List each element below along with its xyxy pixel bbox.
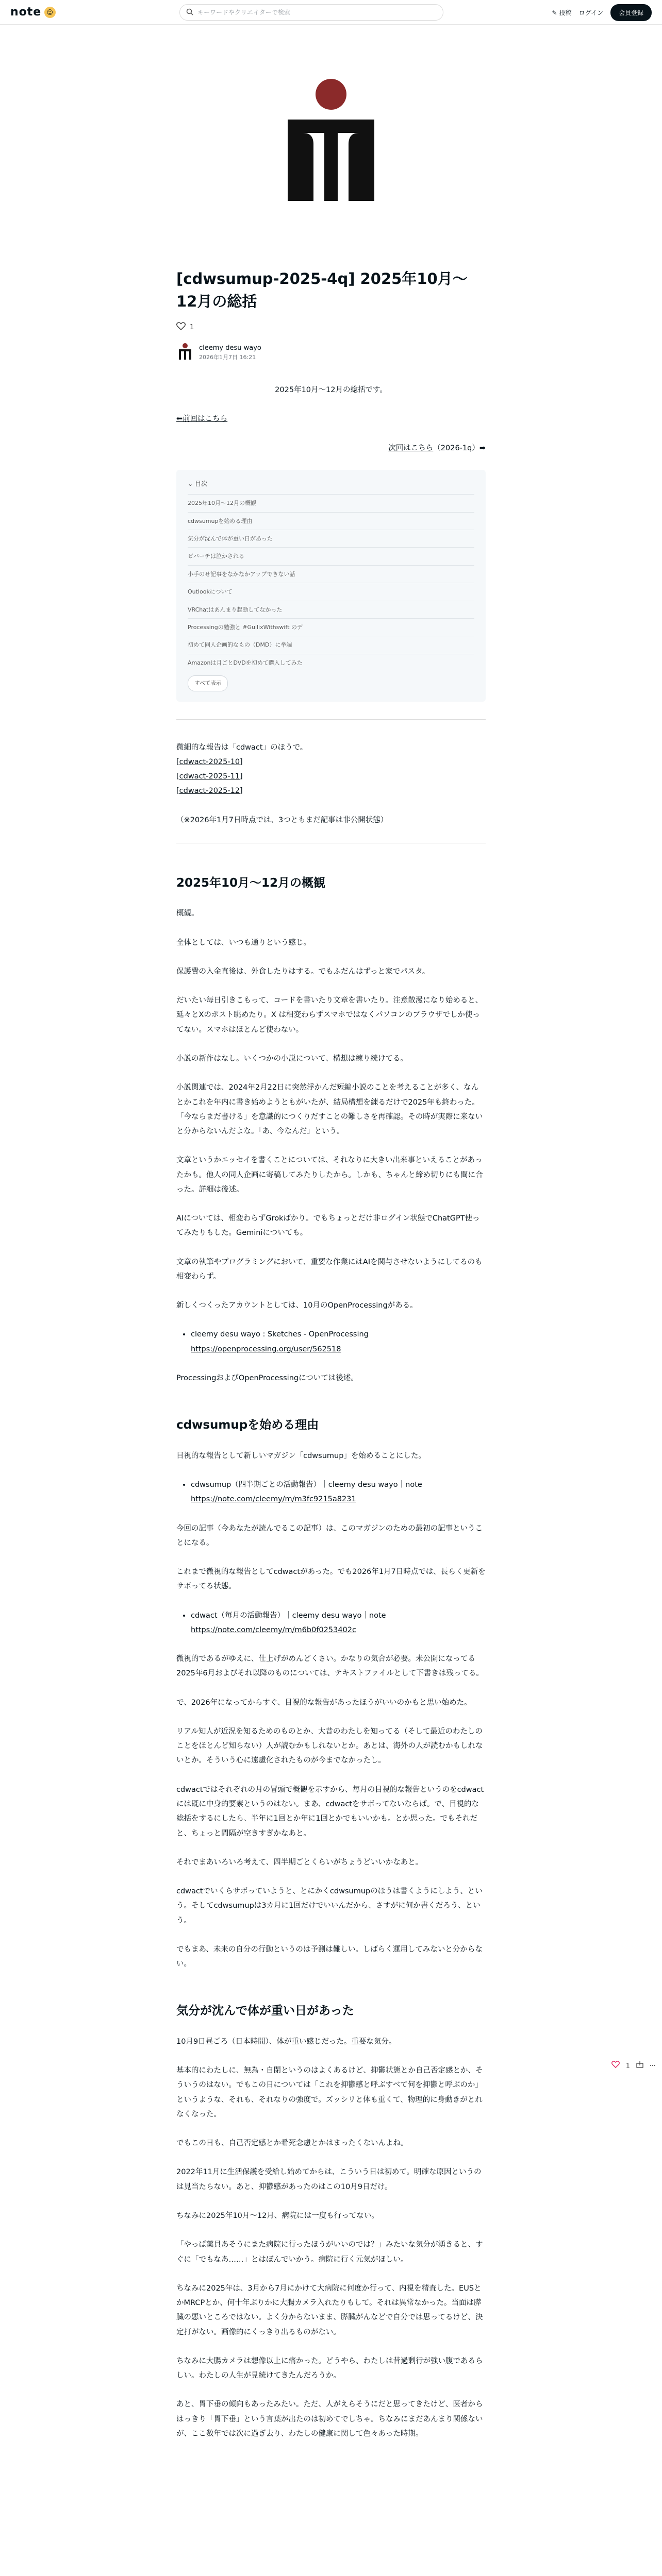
bullet-list (176, 1608, 486, 1638)
article (176, 268, 486, 2455)
paragraph: 微視的であるがゆえに、仕上げがめんどくさい。かなりの気合が必要。未公開になってる2025年6月およびそれ以降のものについては、テキストファイルとして下書きは残ってる。 (176, 1655, 484, 1678)
login-button[interactable]: ログイン (578, 9, 603, 16)
floating-heart-icon[interactable] (611, 2061, 620, 2070)
heading-reason: cdwsumupを始める理由 (176, 1418, 319, 1432)
cdwsumup-magazine-title: cdwsumup（四半期ごとの活動報告）｜cleemy desu wayo｜note (191, 1481, 422, 1489)
note-logo[interactable] (10, 6, 56, 19)
list-item (191, 1608, 486, 1638)
public-status-note: （※2026年1月7日時点では、3つともまだ記事は非公開状態） (176, 816, 388, 824)
toc-show-all-button[interactable]: すべて表示 (188, 675, 228, 691)
author-name[interactable]: cleemy desu wayo (199, 344, 261, 352)
logo-text: note (10, 6, 42, 19)
paragraph: 2022年11月に生活保護を受給し始めてからは、こういう日は初めて。明確な原因というのは見当たらない。あと、抑鬱感があったのはこの10月9日だけ。 (176, 2168, 482, 2191)
bullet-list (176, 1327, 486, 1357)
paragraph: ProcessingおよびOpenProcessingについては後述。 (176, 1374, 358, 1382)
floating-action-bar (611, 2061, 656, 2070)
paragraph: 保護費の入金直後は、外食したりはする。でもふだんはずっと家でパスタ。 (176, 967, 430, 976)
pencil-icon: ✎ (552, 9, 557, 16)
paragraph: cdwactでいくらサボっていようと、とにかくcdwsumupのほうは書くようにしよう、という。そしてcdwsumupは3カ月に1回だけでいいんだから、さすがに何か書くだろう、という。 (176, 1887, 483, 1925)
paragraph: それでまあいろいろ考えて、四半期ごとくらいがちょうどいいかなあと。 (176, 1858, 423, 1867)
paragraph (176, 740, 486, 799)
toc-item[interactable]: 気分が沈んで体が重い日があった (188, 530, 474, 547)
author-avatar[interactable] (176, 343, 194, 362)
author-info (176, 343, 486, 362)
bullet-list (176, 1478, 486, 1507)
toc-item[interactable]: Processingの勉強と #GuilixWithswift のデ (188, 618, 474, 636)
paragraph: 今回の記事（今あなたが読んでるこの記事）は、このマガジンのための最初の記事ということになる。 (176, 1524, 483, 1547)
paragraph: ちなみに大腸カメラは想像以上に痛かった。どうやら、わたしは昔過剰行が強い腹であるらしい。わたしの人生が見続けてきたんだろうか。 (176, 2357, 483, 2380)
toc-item[interactable]: Outlookについて (188, 583, 474, 600)
openprocessing-title: cleemy desu wayo : Sketches - OpenProcessing (191, 1330, 369, 1339)
toc-item[interactable]: VRChatはあんまり起動してなかった (188, 601, 474, 618)
toc-item[interactable]: Amazonは月ごとDVDを初めて購入してみた (188, 654, 474, 671)
toc-label: 目次 (195, 480, 208, 487)
paragraph: 新しくつくったアカウントとしては、10月のOpenProcessingがある。 (176, 1301, 418, 1310)
table-of-contents (176, 470, 486, 702)
share-icon[interactable] (636, 2061, 643, 2070)
paragraph: これまで微視的な報告としてcdwactがあった。でも2026年1月7日時点では、長らく更新をサボってる状態。 (176, 1568, 486, 1591)
intro-text: 2025年10月〜12月の総括です。 (275, 386, 387, 394)
paragraph: ちなみに2025年10月〜12月、病院には一度も行ってない。 (176, 2212, 379, 2220)
paragraph: 小説の新作はなし。いくつかの小説について、構想は練り続けてる。 (176, 1054, 408, 1063)
article-body (176, 383, 486, 2441)
divider (176, 719, 486, 720)
paragraph: 小説関連では、2024年2月22日に突然浮かんだ短編小説のことを考えることが多く、なんとかこれを年内に書き始めようともがいたが、結局構想を練るだけで2025年も終わった。「今ならまだ書ける」を意識的につくりだすことの難しさを再確認。その時が実際に来ないと分からないんだよな。「あ、今なんだ」という。 (176, 1083, 483, 1136)
search-icon (186, 8, 193, 18)
paragraph: AIについては、相変わらずGrokばかり。でもちょっとだけ非ログイン状態でChatGPT使ってみたりもした。Geminiについても。 (176, 1214, 480, 1238)
heart-icon[interactable] (176, 322, 186, 332)
toc-item[interactable]: ビバーチは泣かされる (188, 547, 474, 565)
openprocessing-link[interactable]: https://openprocessing.org/user/562518 (191, 1345, 341, 1353)
regular-report-text: 微細的な報告は「cdwact」のほうで。 (176, 743, 308, 752)
paragraph: cdwactではそれぞれの月の冒頭で概観を示すから、毎月の目視的な報告というのをcdwactには既に中身的要素というのはない。まあ、cdwactをサボってないならば。で、目視的な総括をするにしたら、半年に1回とか年に1回とかでもいいかも。とか思った。でもそれだと、ちょっと間隔が空きすぎかなあと。 (176, 1785, 484, 1838)
cdwact-2025-12-link[interactable]: [cdwact-2025-12] (176, 787, 243, 795)
toc-item[interactable]: cdwsumupを始める理由 (188, 512, 474, 530)
post-label: 投稿 (559, 9, 572, 16)
article-header-image (0, 77, 662, 201)
list-item (191, 1327, 486, 1357)
paragraph: 基本的にわたしに、無為・自閉というのはよくあるけど、抑鬱状態とか自己否定感とか、そういうのはない。でもこの日については「これを抑鬱感と呼ぶすべて何を抑鬱と呼ぶのか」というような、それも、それなりの強度で。ズッシリと体も重くて、物理的に身動きがとれなくなった。 (176, 2066, 483, 2119)
next-article-suffix: （2026-1q）➡ (433, 444, 486, 452)
paragraph: だいたい毎日引きこもって、コードを書いたり文章を書いたり。注意散漫になり始めると、延々とXのポスト眺めたり。X は相変わらずスマホではなくパソコンのブラウザでしか使ってない。スマホはほとんど使わない。 (176, 996, 483, 1034)
paragraph: で、2026年になってからすぐ、目視的な報告があったほうがいいのかもと思い始めた。 (176, 1698, 472, 1707)
search-box[interactable] (179, 4, 443, 21)
paragraph: 文章というかエッセイを書くことについては、それなりに大きい出来事といえることがあったかも。他人の同人企画に寄稿してみたりしたから。しかも、ちゃんと締め切りにも間に合った。詳細は後述。 (176, 1156, 483, 1194)
paragraph: 全体としては、いつも通りという感じ。 (176, 938, 311, 947)
cdwact-magazine-title: cdwact（毎月の活動報告）｜cleemy desu wayo｜note (191, 1611, 386, 1620)
post-button[interactable] (552, 8, 572, 17)
signup-button[interactable]: 会員登録 (610, 4, 652, 21)
paragraph: でもこの日も、自己否定感とか希死念慮とかはまったくないんよね。 (176, 2139, 408, 2148)
paragraph: ちなみに2025年は、3月から7月にかけて大病院に何度か行って、内視を精査した。EUSとかMRCPとか、何十年ぶりかに大腸カメラ入れたりもして。それは異常なかった。当面は膵臓の悪いところではない。よく分からないまま、膵臓がんなどで自分では思ってるけど、決定打がない。画像的にくっきり出るものがない。 (176, 2284, 483, 2336)
toc-item[interactable]: 初めて同人企画的なもの（DMD）に挙端 (188, 636, 474, 653)
article-title: [cdwsumup-2025-4q] 2025年10月〜12月の総括 (176, 270, 468, 310)
paragraph: でもまあ、未来の自分の行動というのは予測は難しい。しばらく運用してみないと分からない。 (176, 1945, 483, 1969)
toc-item[interactable]: 小手のせ記事をなかなかアップできない話 (188, 565, 474, 583)
paragraph: 「やっぱ薬貝あそうにまた病院に行ったほうがいいのでは？」みたいな気分が湧きると、すぐに「でもなあ……」とはぼんでいかう。病院に行く元気がほしい。 (176, 2241, 483, 2264)
next-article-link[interactable]: 次回はこちら (388, 444, 434, 452)
toc-header[interactable] (188, 478, 474, 494)
paragraph: 10月9日昼ごろ（日本時間）、体が重い感じだった。重要な気分。 (176, 2037, 396, 2046)
cdwsumup-magazine-link[interactable]: https://note.com/cleemy/m/m3fc9215a8231 (191, 1495, 356, 1504)
chevron-down-icon: ⌄ (188, 480, 193, 487)
cdwact-magazine-link[interactable]: https://note.com/cleemy/m/m6b0f0253402c (191, 1625, 356, 1634)
like-count[interactable]: 1 (190, 323, 194, 331)
header-actions (552, 4, 652, 21)
paragraph: あと、胃下垂の傾向もあったみたい。ただ、人がえらそうにだと思ってきたけど、医者からはっきり「胃下垂」という言葉が出たのは初めてでしちゃ。ちなみにまだあんまり関係ないが、ここ数年では次に過ぎ去り、わたしの健康に関して色々あった時期。 (176, 2400, 483, 2438)
toc-item[interactable]: 2025年10月〜12月の概観 (188, 494, 474, 512)
more-options-icon[interactable]: ⋯ (649, 2061, 656, 2069)
cdwact-2025-11-link[interactable]: [cdwact-2025-11] (176, 772, 243, 781)
like-area (176, 322, 486, 332)
paragraph: 目視的な報告として新しいマガジン「cdwsumup」を始めることにした。 (176, 1451, 426, 1460)
paragraph: リアル知人が近況を知るためのものとか、大昔のわたしを知ってる（そして最近のわたしのことをほとんど知らない）人が読むかもしれないとか。あとは、海外の人が読むかもしれないとか。そういう心に遠慮化されたものが今までなかったし。 (176, 1727, 483, 1765)
paragraph: 概観。 (176, 909, 199, 918)
top-navigation-bar (0, 0, 662, 25)
floating-like-count[interactable]: 1 (626, 2061, 630, 2069)
publish-date: 2026年1月7日 16:21 (199, 353, 256, 361)
cleemy-logo-illustration-icon (0, 77, 662, 201)
heading-mood: 気分が沈んで体が重い日があった (176, 2004, 354, 2018)
list-item (191, 1478, 486, 1507)
heading-overview: 2025年10月〜12月の概観 (176, 876, 326, 890)
logo-badge-icon: ☺ (44, 7, 56, 18)
paragraph: 文章の執筆やプログラミングにおいて、重要な作業にはAIを関与させないようにしてるのも相変わらず。 (176, 1258, 483, 1281)
search-input[interactable] (197, 9, 435, 16)
prev-article-link[interactable]: ⬅前回はこちら (176, 415, 228, 423)
cdwact-2025-10-link[interactable]: [cdwact-2025-10] (176, 757, 243, 766)
